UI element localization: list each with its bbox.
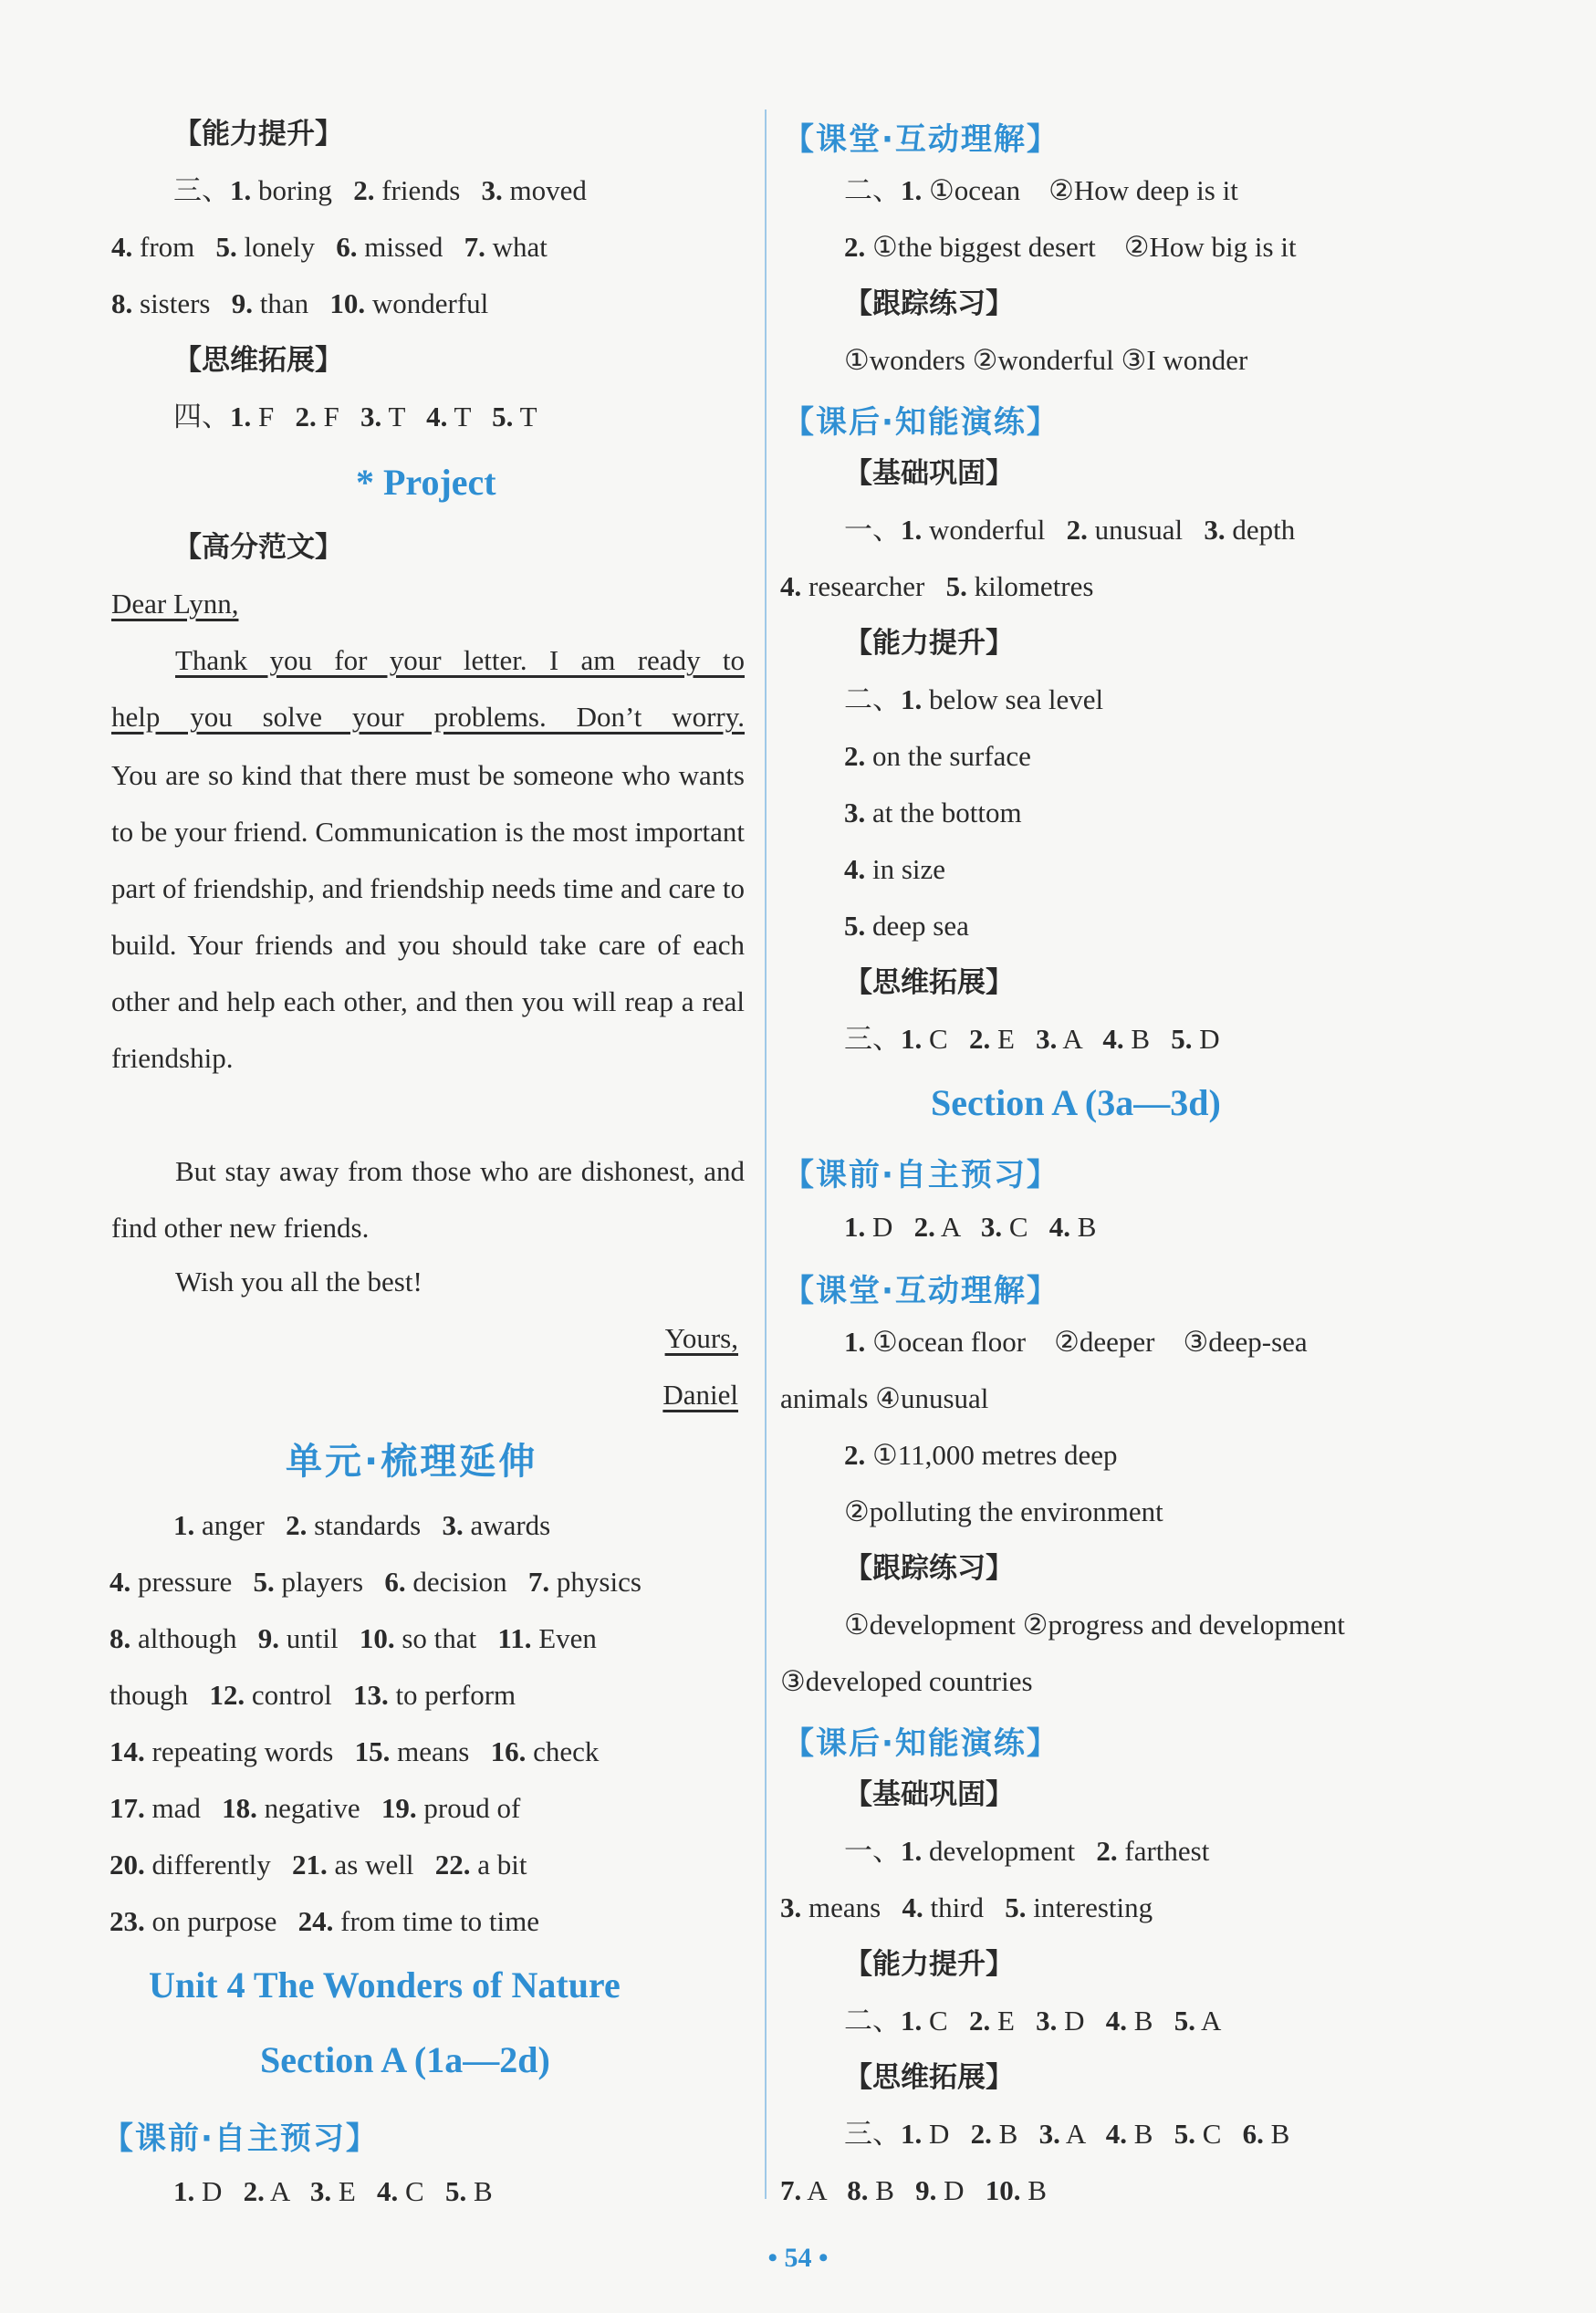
item-number: 3.: [360, 401, 382, 432]
answer-line: [173, 1507, 550, 1544]
item-number: 2.: [968, 2005, 991, 2037]
item-number: 4.: [1102, 1023, 1124, 1055]
answer-text: missed: [357, 231, 464, 263]
section-heading: 【能力提升】: [844, 1948, 1014, 1981]
answer-text: 二、: [844, 2005, 901, 2037]
answer-text: ①the biggest desert ②How big is it: [865, 231, 1297, 263]
item-number: 20.: [110, 1849, 145, 1881]
item-number: 5.: [1174, 2005, 1195, 2037]
item-number: 8.: [847, 2174, 869, 2206]
item-number: 2.: [970, 2118, 992, 2150]
answer-text: B: [1263, 2118, 1290, 2150]
item-number: 2.: [968, 1023, 991, 1055]
answer-text: so that: [394, 1622, 498, 1654]
answer-line: ①development ②progress and development: [844, 1609, 1345, 1641]
answer-text: 三、: [844, 2118, 901, 2150]
section-heading: 【高分范文】: [173, 531, 343, 564]
answer-text: B: [466, 2175, 493, 2207]
item-number: 10.: [329, 287, 366, 319]
answer-line: [844, 1833, 1209, 1870]
answer-text: B: [1123, 1023, 1172, 1055]
answer-text: kilometres: [966, 570, 1094, 602]
answer-text: T: [381, 401, 427, 432]
answer-text: control: [245, 1679, 353, 1711]
answer-text: repeating words: [144, 1735, 355, 1767]
answer-text: deep sea: [865, 910, 969, 942]
item-number: 2.: [1096, 1835, 1118, 1867]
answer-text: B: [1127, 2118, 1174, 2150]
answer-text: unusual: [1087, 514, 1205, 546]
item-number: 5.: [1171, 1023, 1193, 1055]
item-number: 5.: [945, 570, 967, 602]
unit-title: Unit 4 The Wonders of Nature: [149, 1964, 621, 2006]
answer-text: T: [447, 401, 493, 432]
answer-line: [844, 795, 1022, 831]
answer-text: E: [990, 1023, 1037, 1055]
answer-line: [844, 738, 1031, 775]
answer-line: [110, 1734, 599, 1770]
answer-text: A: [801, 2174, 848, 2206]
item-number: 3.: [1036, 1023, 1058, 1055]
answer-text: 一、: [844, 514, 901, 546]
answer-line: [844, 851, 945, 888]
answer-text: decision: [405, 1566, 528, 1598]
answer-text: development: [922, 1835, 1097, 1867]
answer-text: means: [801, 1891, 902, 1923]
item-number: 1.: [901, 1835, 923, 1867]
answer-text: negative: [256, 1792, 381, 1824]
answer-line: [111, 229, 548, 266]
item-number: 2.: [844, 740, 866, 772]
answer-line: [844, 2116, 1289, 2152]
answer-text: 一、: [844, 1835, 901, 1867]
answer-text: than: [253, 287, 330, 319]
answer-text: moved: [502, 174, 587, 206]
section-heading: 【能力提升】: [173, 118, 343, 151]
item-number: 2.: [243, 2175, 265, 2207]
item-number: 3.: [1036, 2005, 1058, 2037]
section-heading: 【跟踪练习】: [844, 287, 1014, 320]
item-number: 1.: [901, 2118, 923, 2150]
item-number: 22.: [434, 1849, 471, 1881]
item-number: 14.: [110, 1735, 145, 1767]
section-heading-blue: 【课前·自主预习】: [783, 1157, 1059, 1193]
item-number: 1.: [173, 1509, 195, 1541]
item-number: 4.: [1048, 1211, 1071, 1243]
item-number: 7.: [464, 231, 485, 263]
answer-text: ①11,000 metres deep: [865, 1439, 1118, 1471]
letter-line: help you solve your problems. Don’t worry.: [111, 701, 745, 733]
item-number: 1.: [844, 1211, 866, 1243]
answer-text: as well: [327, 1849, 435, 1881]
item-number: 11.: [497, 1622, 532, 1654]
answer-line: [111, 286, 488, 322]
answer-line: [780, 568, 1093, 605]
answer-text: C: [398, 2175, 445, 2207]
item-number: 2.: [913, 1211, 935, 1243]
answer-text: though: [110, 1679, 210, 1711]
section-heading: 【思维拓展】: [173, 344, 343, 377]
item-number: 2.: [1066, 514, 1088, 546]
section-heading: 【基础巩固】: [844, 457, 1014, 490]
item-number: 10.: [985, 2174, 1021, 2206]
answer-line: [780, 1890, 1153, 1926]
letter-greeting: Dear Lynn,: [111, 588, 239, 620]
answer-text: B: [1020, 2174, 1047, 2206]
answer-text: what: [485, 231, 548, 263]
item-number: 2.: [295, 401, 317, 432]
answer-text: C: [1002, 1211, 1049, 1243]
answer-text: pressure: [130, 1566, 254, 1598]
item-number: 5.: [253, 1566, 275, 1598]
answer-text: interesting: [1026, 1891, 1153, 1923]
answer-text: until: [279, 1622, 360, 1654]
answer-text: C: [1194, 2118, 1243, 2150]
answer-line: [173, 2173, 493, 2210]
page-number: • 54 •: [767, 2243, 829, 2273]
answer-text: although: [130, 1622, 258, 1654]
answer-line: [173, 399, 537, 435]
section-heading-blue: 【课堂·互动理解】: [783, 1273, 1059, 1309]
item-number: 4.: [902, 1891, 923, 1923]
letter-closing: Yours,: [664, 1322, 738, 1354]
answer-text: 二、: [844, 683, 901, 715]
answer-text: awards: [463, 1509, 551, 1541]
item-number: 6.: [336, 231, 358, 263]
answer-text: anger: [194, 1509, 287, 1541]
item-number: 1.: [901, 2005, 923, 2037]
section-heading: 【跟踪练习】: [844, 1552, 1014, 1585]
section-heading-blue: 【课后·知能演练】: [783, 404, 1059, 441]
item-number: 7.: [780, 2174, 802, 2206]
answer-text: A: [264, 2175, 310, 2207]
item-number: 2.: [353, 174, 375, 206]
section-heading-blue: 【课后·知能演练】: [783, 1725, 1059, 1762]
answer-line: [844, 908, 969, 944]
item-number: 13.: [352, 1679, 389, 1711]
answer-line: [110, 1677, 516, 1714]
answer-text: from: [132, 231, 216, 263]
answer-text: sisters: [132, 287, 232, 319]
item-number: 2.: [844, 1439, 866, 1471]
answer-line: ②polluting the environment: [844, 1495, 1163, 1527]
column-divider: [765, 109, 767, 2199]
answer-text: 二、: [844, 174, 901, 206]
answer-text: D: [922, 2118, 971, 2150]
answer-text: third: [923, 1891, 1006, 1923]
answer-text: check: [526, 1735, 600, 1767]
answer-text: in size: [865, 853, 946, 885]
answer-line: [844, 512, 1295, 548]
item-number: 3.: [1204, 514, 1226, 546]
item-number: 5.: [444, 2175, 467, 2207]
answer-text: T: [513, 401, 537, 432]
answer-text: B: [1127, 2005, 1174, 2037]
item-number: 5.: [1005, 1891, 1027, 1923]
item-number: 1.: [173, 2175, 195, 2207]
item-number: 4.: [110, 1566, 131, 1598]
item-number: 3.: [980, 1211, 1003, 1243]
answer-text: 四、: [173, 401, 230, 432]
answer-text: mad: [144, 1792, 223, 1824]
section-heading: 【基础巩固】: [844, 1778, 1014, 1811]
section-heading-blue: 【课堂·互动理解】: [783, 121, 1059, 158]
answer-line: [110, 1903, 539, 1940]
project-title: * Project: [356, 462, 496, 503]
answer-text: ①ocean floor ②deeper ③deep-sea: [865, 1326, 1308, 1358]
answer-line: [844, 1437, 1118, 1474]
answer-text: to perform: [388, 1679, 516, 1711]
item-number: 3.: [844, 797, 866, 828]
item-number: 3.: [481, 174, 503, 206]
answer-text: ①ocean ②How deep is it: [922, 174, 1238, 206]
answer-line: [844, 1021, 1220, 1058]
item-number: 9.: [231, 287, 253, 319]
letter-paragraph: But stay away from those who are dishonest, and find other new friends.: [111, 1155, 745, 1244]
answer-text: below sea level: [922, 683, 1104, 715]
answer-line: [844, 172, 1238, 209]
answer-text: farthest: [1117, 1835, 1210, 1867]
answer-line: ①wonders ②wonderful ③I wonder: [844, 344, 1248, 376]
item-number: 3.: [1038, 2118, 1060, 2150]
item-number: 5.: [492, 401, 514, 432]
item-number: 9.: [257, 1622, 279, 1654]
answer-text: at the bottom: [865, 797, 1022, 828]
item-number: 1.: [901, 514, 923, 546]
section-heading-blue: 【课前·自主预习】: [102, 2120, 379, 2157]
answer-text: A: [1059, 2118, 1106, 2150]
answer-text: A: [1057, 1023, 1103, 1055]
item-number: 3.: [442, 1509, 464, 1541]
answer-text: standards: [307, 1509, 443, 1541]
answer-text: on purpose: [144, 1905, 298, 1937]
answer-text: players: [274, 1566, 385, 1598]
answer-line: [844, 1324, 1308, 1360]
answer-text: A: [934, 1211, 981, 1243]
answer-text: B: [991, 2118, 1039, 2150]
letter-paragraph: You are so kind that there must be someone who wants to be your friend. Communication is the most important part of friendship, and friendship needs time and care to build. Your friends and you should take care of each other and help each other, and then you will reap a real friendship.: [111, 759, 745, 1074]
item-number: 1.: [844, 1326, 866, 1358]
answer-text: means: [390, 1735, 491, 1767]
answer-text: B: [868, 2174, 916, 2206]
item-number: 4.: [844, 853, 866, 885]
answer-text: a bit: [470, 1849, 527, 1881]
item-number: 8.: [110, 1622, 131, 1654]
section-title: Section A (3a—3d): [931, 1082, 1221, 1123]
item-number: 4.: [377, 2175, 399, 2207]
item-number: 3.: [780, 1891, 802, 1923]
item-number: 5.: [1174, 2118, 1195, 2150]
answer-text: differently: [144, 1849, 293, 1881]
item-number: 8.: [111, 287, 133, 319]
answer-line: [844, 229, 1297, 266]
section-heading: 【能力提升】: [844, 627, 1014, 660]
answer-text: A: [1194, 2005, 1222, 2037]
section-heading: 【思维拓展】: [844, 966, 1014, 999]
answer-text: 三、: [173, 174, 230, 206]
item-number: 2.: [286, 1509, 308, 1541]
answer-text: wonderful: [365, 287, 489, 319]
answer-line: ③developed countries: [780, 1665, 1033, 1697]
answer-text: C: [922, 2005, 969, 2037]
item-number: 3.: [309, 2175, 332, 2207]
answer-line: [844, 682, 1103, 718]
answer-text: lonely: [236, 231, 337, 263]
answer-text: C: [922, 1023, 969, 1055]
item-number: 12.: [209, 1679, 245, 1711]
answer-text: depth: [1225, 514, 1296, 546]
answer-text: Even: [531, 1622, 597, 1654]
item-number: 4.: [1105, 2118, 1128, 2150]
item-number: 1.: [230, 174, 252, 206]
answer-text: F: [251, 401, 296, 432]
answer-text: proud of: [416, 1792, 521, 1824]
item-number: 4.: [426, 401, 448, 432]
answer-line: [844, 2003, 1221, 2039]
item-number: 9.: [915, 2174, 937, 2206]
item-number: 23.: [110, 1905, 145, 1937]
answer-line: [173, 172, 587, 209]
item-number: 19.: [381, 1792, 417, 1824]
answer-text: on the surface: [865, 740, 1031, 772]
answer-line: animals ④unusual: [780, 1382, 989, 1414]
letter-line: Thank you for your letter. I am ready to: [175, 644, 745, 676]
letter-line: Wish you all the best!: [175, 1266, 422, 1297]
item-number: 1.: [901, 683, 923, 715]
item-number: 18.: [222, 1792, 257, 1824]
section-heading: 【思维拓展】: [844, 2061, 1014, 2094]
item-number: 1.: [230, 401, 252, 432]
item-number: 1.: [901, 1023, 923, 1055]
item-number: 17.: [110, 1792, 145, 1824]
answer-line: [110, 1847, 527, 1883]
answer-text: researcher: [801, 570, 946, 602]
answer-line: [110, 1564, 642, 1600]
answer-text: from time to time: [333, 1905, 539, 1937]
item-number: 16.: [490, 1735, 527, 1767]
item-number: 4.: [780, 570, 802, 602]
answer-line: [780, 2172, 1047, 2209]
item-number: 5.: [844, 910, 866, 942]
item-number: 7.: [527, 1566, 550, 1598]
item-number: 21.: [292, 1849, 328, 1881]
item-number: 10.: [359, 1622, 395, 1654]
answer-text: E: [990, 2005, 1037, 2037]
answer-text: friends: [374, 174, 482, 206]
item-number: 4.: [1105, 2005, 1128, 2037]
answer-text: boring: [251, 174, 354, 206]
answer-text: 三、: [844, 1023, 901, 1055]
answer-text: D: [1192, 1023, 1220, 1055]
item-number: 4.: [111, 231, 133, 263]
item-number: 5.: [215, 231, 237, 263]
answer-line: [110, 1620, 597, 1657]
item-number: 2.: [844, 231, 866, 263]
answer-text: D: [1057, 2005, 1106, 2037]
answer-line: [110, 1790, 520, 1827]
item-number: 1.: [901, 174, 923, 206]
answer-text: D: [194, 2175, 244, 2207]
answer-text: D: [865, 1211, 914, 1243]
answer-text: physics: [549, 1566, 642, 1598]
letter-signature: Daniel: [662, 1379, 738, 1411]
unit-review-title: 单元·梳理延伸: [286, 1441, 538, 1483]
item-number: 6.: [1242, 2118, 1264, 2150]
answer-line: [844, 1209, 1096, 1245]
answer-text: F: [316, 401, 360, 432]
answer-text: wonderful: [922, 514, 1067, 546]
item-number: 15.: [354, 1735, 391, 1767]
item-number: 6.: [384, 1566, 406, 1598]
answer-text: B: [1070, 1211, 1097, 1243]
section-title: Section A (1a—2d): [260, 2039, 550, 2080]
item-number: 24.: [297, 1905, 334, 1937]
answer-text: E: [331, 2175, 378, 2207]
answer-text: D: [936, 2174, 986, 2206]
